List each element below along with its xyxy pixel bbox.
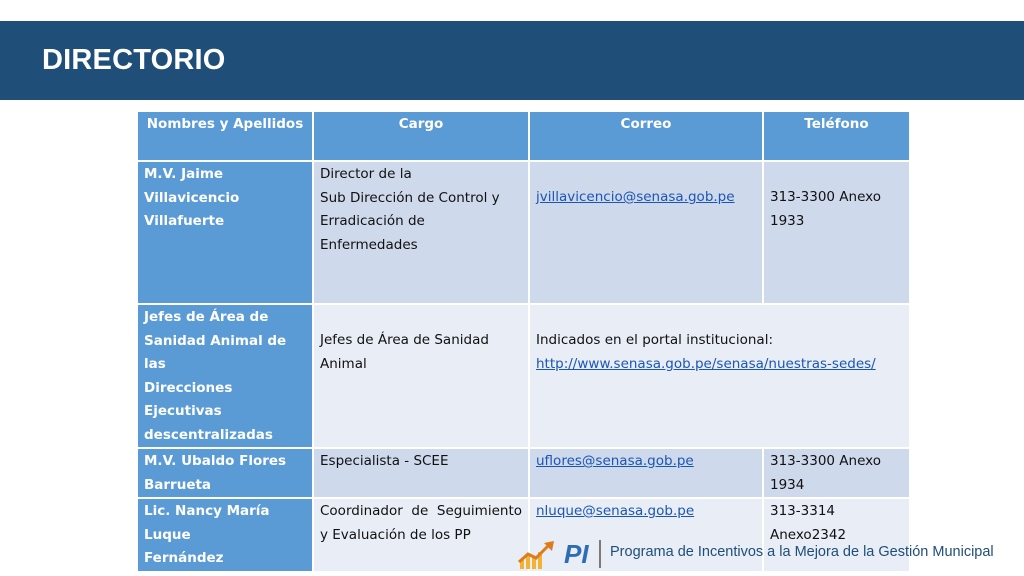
name-line: Villavicencio: [144, 189, 240, 206]
name-cell: [137, 448, 313, 498]
info-text: Indicados en el portal institucional:: [536, 332, 773, 348]
portal-link[interactable]: http://www.senasa.gob.pe/senasa/nuestras-sedes/: [536, 355, 876, 372]
cargo-cell: [313, 498, 529, 572]
cargo-line: Director de la: [320, 166, 412, 182]
name-line: Lic. Nancy María Luque: [144, 503, 270, 543]
cargo-line: Animal: [320, 355, 367, 372]
cargo-line: Sub Dirección de Control y: [320, 189, 500, 206]
email-link[interactable]: nluque@senasa.gob.pe: [536, 503, 695, 519]
telefono-line: Anexo2342: [770, 526, 847, 543]
directory-table: [136, 110, 911, 573]
column-header-names: Nombres y Apellidos: [137, 111, 313, 161]
name-line: descentralizadas: [144, 426, 273, 443]
cargo-cell: Especialista - SCEE: [313, 448, 529, 498]
column-header-cargo: Cargo: [313, 111, 529, 161]
table-row: [137, 448, 910, 498]
footer: [508, 532, 1024, 576]
info-cell: [529, 304, 910, 448]
cargo-line: y Evaluación de los PP: [320, 526, 471, 543]
correo-cell: [529, 448, 763, 498]
telefono-line: 313-3300 Anexo: [770, 453, 881, 469]
cargo-line: Erradicación de: [320, 213, 425, 229]
column-header-telefono: Teléfono: [763, 111, 910, 161]
table-row: [137, 304, 910, 448]
telefono-line: 313-3314: [770, 503, 835, 519]
top-strip: [0, 0, 1024, 21]
cargo-line: Jefes de Área de Sanidad: [320, 332, 489, 348]
name-line: M.V. Ubaldo Flores: [144, 453, 287, 469]
program-logo: PI: [564, 539, 589, 569]
name-cell: [137, 304, 313, 448]
name-line: Jefes de Área de: [144, 309, 269, 325]
cargo-cell: [313, 161, 529, 304]
column-header-correo: Correo: [529, 111, 763, 161]
name-line: Fernández: [144, 550, 224, 566]
telefono-line: 313-3300 Anexo: [770, 189, 881, 205]
telefono-cell: [763, 161, 910, 304]
correo-cell: [529, 161, 763, 304]
name-cell: [137, 161, 313, 304]
telefono-line: 1934: [770, 476, 805, 493]
name-line: Villafuerte: [144, 213, 225, 229]
cargo-line: Enfermedades: [320, 236, 418, 253]
table-header-row: [137, 111, 910, 161]
email-link[interactable]: jvillavicencio@senasa.gob.pe: [536, 189, 735, 205]
footer-divider: [599, 540, 601, 568]
growth-arrow-icon: [518, 540, 564, 570]
name-line: Sanidad Animal de las: [144, 332, 287, 372]
table-row: [137, 161, 910, 304]
name-line: Direcciones Ejecutivas: [144, 379, 233, 419]
telefono-cell: [763, 448, 910, 498]
name-cell: [137, 498, 313, 572]
program-name: Programa de Incentivos a la Mejora de la Gestión Municipal: [610, 544, 994, 560]
email-link[interactable]: uflores@senasa.gob.pe: [536, 453, 694, 469]
name-line: Barrueta: [144, 476, 212, 493]
page-title: DIRECTORIO: [42, 44, 226, 76]
name-line: M.V. Jaime: [144, 166, 224, 182]
cargo-cell: [313, 304, 529, 448]
cargo-line: Coordinador de Seguimiento: [320, 503, 522, 519]
telefono-line: 1933: [770, 212, 805, 229]
